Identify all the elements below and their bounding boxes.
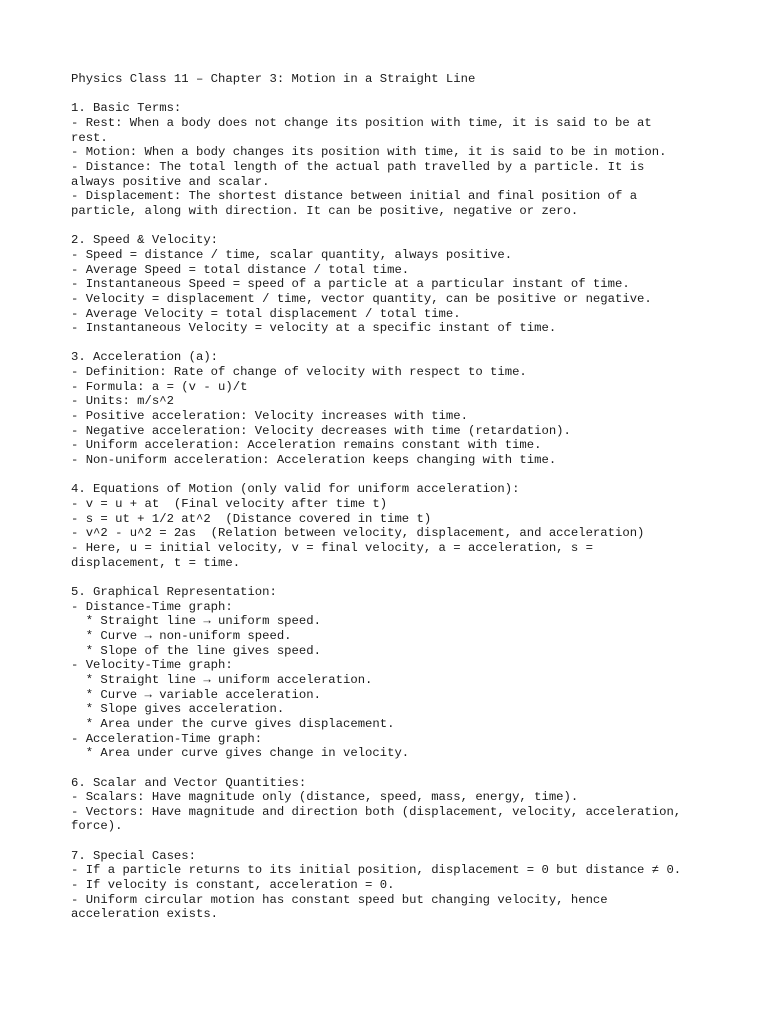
bullet-item: - Acceleration-Time graph: [71,731,263,746]
section-heading: 7. Special Cases: [71,848,196,863]
bullet-item: - Positive acceleration: Velocity increases with time. [71,409,468,424]
wrapped-text-line: always positive and scalar. [71,174,270,189]
document-page [71,72,711,922]
bullet-item: - Distance-Time graph: [71,599,233,614]
blank-line [71,468,711,483]
wrapped-text-line: acceleration exists. [71,907,219,922]
bullet-item: - Average Speed = total distance / total time. [71,262,410,277]
sub-bullet-item: * Straight line → uniform speed. [71,614,321,629]
blank-line [71,87,711,102]
sub-bullet-item: * Slope gives acceleration. [71,702,285,717]
bullet-item: - Average Velocity = total displacement / total time. [71,306,461,321]
blank-line [71,219,711,234]
bullet-item: - If velocity is constant, acceleration = 0. [71,878,395,893]
section-heading: 2. Speed & Velocity: [71,233,219,248]
bullet-item: - s = ut + 1/2 at^2 (Distance covered in time t) [71,511,432,526]
bullet-item: - Velocity = displacement / time, vector quantity, can be positive or negative. [71,291,652,306]
sub-bullet-item: * Area under curve gives change in velocity. [71,746,410,761]
bullet-item: - Rest: When a body does not change its position with time, it is said to be at [71,115,652,130]
bullet-item: - Speed = distance / time, scalar quantity, always positive. [71,247,513,262]
bullet-item: - If a particle returns to its initial position, displacement = 0 but distance ≠ 0. [71,863,682,878]
sub-bullet-item: * Slope of the line gives speed. [71,643,321,658]
wrapped-text-line: displacement, t = time. [71,555,241,570]
bullet-item: - Instantaneous Speed = speed of a particle at a particular instant of time. [71,277,630,292]
sub-bullet-item: * Area under the curve gives displacement. [71,716,395,731]
section-heading: 5. Graphical Representation: [71,584,277,599]
bullet-item: - Uniform acceleration: Acceleration remains constant with time. [71,438,542,453]
document-title: Physics Class 11 – Chapter 3: Motion in a Straight Line [71,72,476,86]
bullet-item: - Scalars: Have magnitude only (distance, speed, mass, energy, time). [71,790,579,805]
bullet-item: - Units: m/s^2 [71,394,174,409]
sub-bullet-item: * Curve → non-uniform speed. [71,628,292,643]
bullet-item: - Displacement: The shortest distance between initial and final position of a [71,189,638,204]
bullet-item: - Non-uniform acceleration: Acceleration keeps changing with time. [71,453,557,468]
bullet-item: - Formula: a = (v - u)/t [71,379,248,394]
section-heading: 3. Acceleration (a): [71,350,219,365]
bullet-item: - Instantaneous Velocity = velocity at a specific instant of time. [71,321,557,336]
section-heading: 4. Equations of Motion (only valid for uniform acceleration): [71,482,520,497]
bullet-item: - v^2 - u^2 = 2as (Relation between velocity, displacement, and acceleration) [71,526,645,541]
bullet-item: - Velocity-Time graph: [71,658,233,673]
sub-bullet-item: * Straight line → uniform acceleration. [71,672,373,687]
blank-line [71,570,711,585]
section-heading: 6. Scalar and Vector Quantities: [71,775,307,790]
bullet-item: - Definition: Rate of change of velocity with respect to time. [71,365,527,380]
wrapped-text-line: rest. [71,130,108,145]
blank-line [71,834,711,849]
wrapped-text-line: force). [71,819,123,834]
bullet-item: - v = u + at (Final velocity after time t) [71,497,388,512]
blank-line [71,336,711,351]
sub-bullet-item: * Curve → variable acceleration. [71,687,321,702]
bullet-item: - Uniform circular motion has constant speed but changing velocity, hence [71,892,608,907]
wrapped-text-line: particle, along with direction. It can be positive, negative or zero. [71,203,579,218]
bullet-item: - Here, u = initial velocity, v = final velocity, a = acceleration, s = [71,541,593,555]
section-heading: 1. Basic Terms: [71,101,182,116]
blank-line [71,761,711,776]
bullet-item: - Distance: The total length of the actual path travelled by a particle. It is [71,159,645,174]
bullet-item: - Vectors: Have magnitude and direction both (displacement, velocity, acceleration, [71,804,682,819]
bullet-item: - Negative acceleration: Velocity decreases with time (retardation). [71,423,571,438]
bullet-item: - Motion: When a body changes its position with time, it is said to be in motion. [71,145,667,160]
